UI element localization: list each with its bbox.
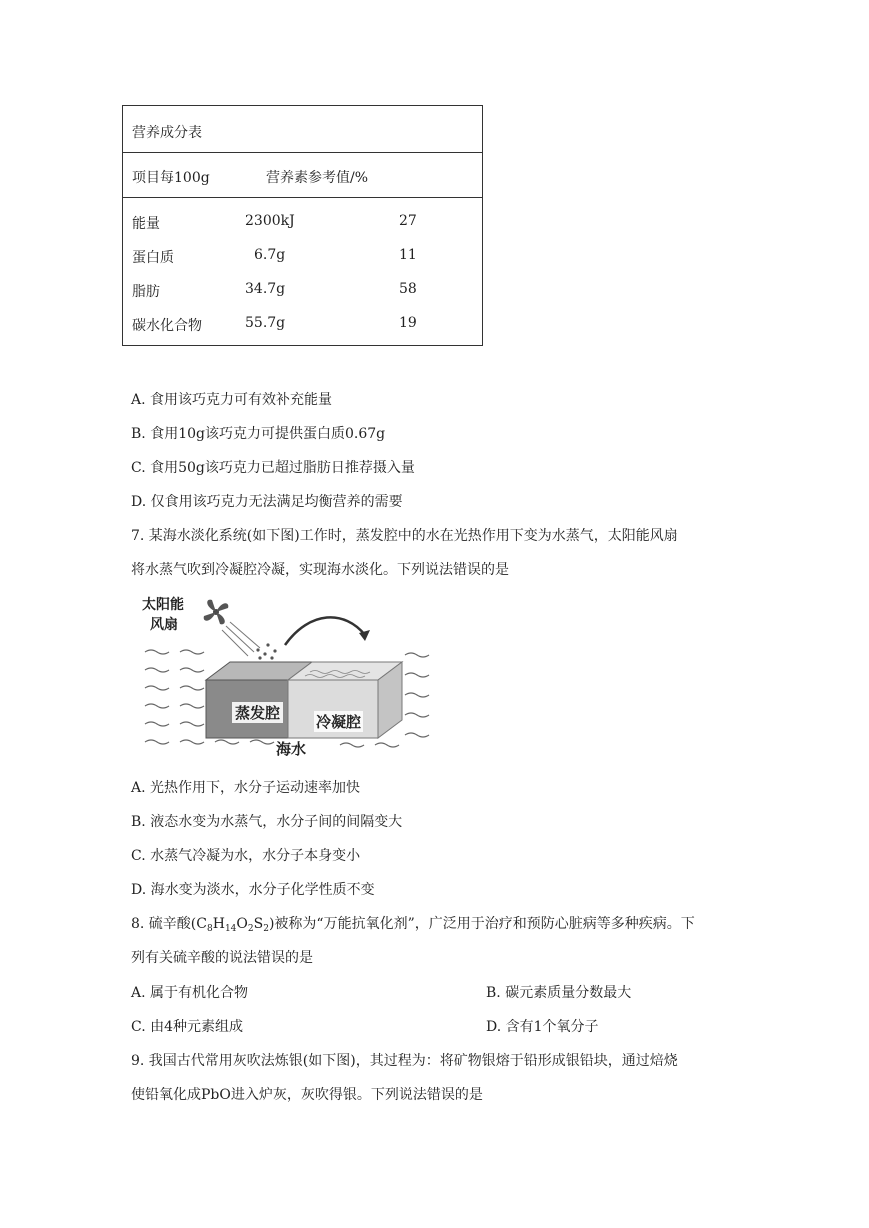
fan-label-2: 风扇 [150, 617, 178, 633]
option-b: B. 食用10g该巧克力可提供蛋白质0.67g [131, 426, 386, 442]
fan-icon [204, 600, 229, 625]
option-a: A. 光热作用下，水分子运动速率加快 [131, 780, 361, 796]
seawater-label: 海水 [276, 740, 307, 758]
option-a: A. 属于有机化合物 [131, 985, 249, 1001]
q8-prefix: 8. 硫辛酸( [131, 916, 197, 932]
formula-h-sub: 14 [224, 924, 237, 934]
question-9-text: 9. 我国古代常用灰吹法炼银(如下图)，其过程为：将矿物银熔于铅形成银铅块，通过焙烧 [131, 1053, 678, 1069]
formula-s: S [253, 916, 264, 932]
arrow-icon [285, 617, 365, 645]
question-7-text-cont: 将水蒸气吹到冷凝腔冷凝，实现海水淡化。下列说法错误的是 [131, 562, 509, 578]
table-title: 营养成分表 [132, 125, 202, 141]
q8-suffix: )被称为“万能抗氧化剂”，广泛用于治疗和预防心脏病等多种疾病。下 [268, 916, 695, 932]
formula-h: H [212, 916, 225, 932]
table-cell-amount: 6.7g [254, 247, 286, 263]
table-cell-nrv: 27 [399, 213, 417, 229]
question-8-text [131, 913, 695, 934]
table-divider [123, 197, 482, 198]
formula-c-sub: 8 [207, 924, 213, 934]
table-cell-nrv: 19 [399, 315, 417, 331]
table-cell-amount: 2300kJ [245, 213, 295, 229]
table-cell-name: 脂肪 [132, 284, 160, 300]
question-8-text-cont: 列有关硫辛酸的说法错误的是 [131, 950, 313, 966]
option-b: B. 液态水变为水蒸气，水分子间的间隔变大 [131, 814, 403, 830]
formula-c: C [196, 916, 207, 932]
formula-s-sub: 2 [263, 924, 269, 934]
desalination-diagram [140, 590, 440, 760]
formula-o-sub: 2 [247, 924, 254, 934]
question-7-text: 7. 某海水淡化系统(如下图)工作时，蒸发腔中的水在光热作用下变为水蒸气，太阳能风扇 [131, 528, 678, 544]
option-c: C. 水蒸气冷凝为水，水分子本身变小 [131, 848, 361, 864]
option-d: D. 含有1个氧分子 [486, 1019, 599, 1035]
option-c: C. 由4种元素组成 [131, 1019, 244, 1035]
table-cell-name: 蛋白质 [132, 250, 174, 266]
fan-label: 太阳能 [142, 597, 184, 613]
nutrition-table [122, 105, 483, 346]
evaporation-label: 蒸发腔 [232, 702, 283, 723]
table-cell-nrv: 11 [399, 247, 417, 263]
table-divider [123, 152, 482, 153]
vapor-dots [256, 643, 276, 659]
formula-o: O [236, 916, 248, 932]
table-cell-nrv: 58 [399, 281, 417, 297]
table-cell-name: 能量 [132, 216, 160, 232]
option-a: A. 食用该巧克力可有效补充能量 [131, 392, 333, 408]
option-c: C. 食用50g该巧克力已超过脂肪日推荐摄入量 [131, 460, 415, 476]
table-cell-amount: 34.7g [245, 281, 286, 297]
option-b: B. 碳元素质量分数最大 [486, 985, 632, 1001]
desalination-figure [140, 590, 440, 760]
table-header-item: 项目每100g [132, 170, 210, 186]
option-d: D. 仅食用该巧克力无法满足均衡营养的需要 [131, 494, 403, 510]
table-cell-name: 碳水化合物 [132, 318, 202, 334]
table-cell-amount: 55.7g [245, 315, 286, 331]
option-d: D. 海水变为淡水，水分子化学性质不变 [131, 882, 375, 898]
question-9-text-cont: 使铅氧化成PbO进入炉灰，灰吹得银。下列说法错误的是 [131, 1087, 483, 1103]
table-header-nrv: 营养素参考值/% [266, 170, 369, 186]
condensation-label: 冷凝腔 [316, 713, 362, 731]
